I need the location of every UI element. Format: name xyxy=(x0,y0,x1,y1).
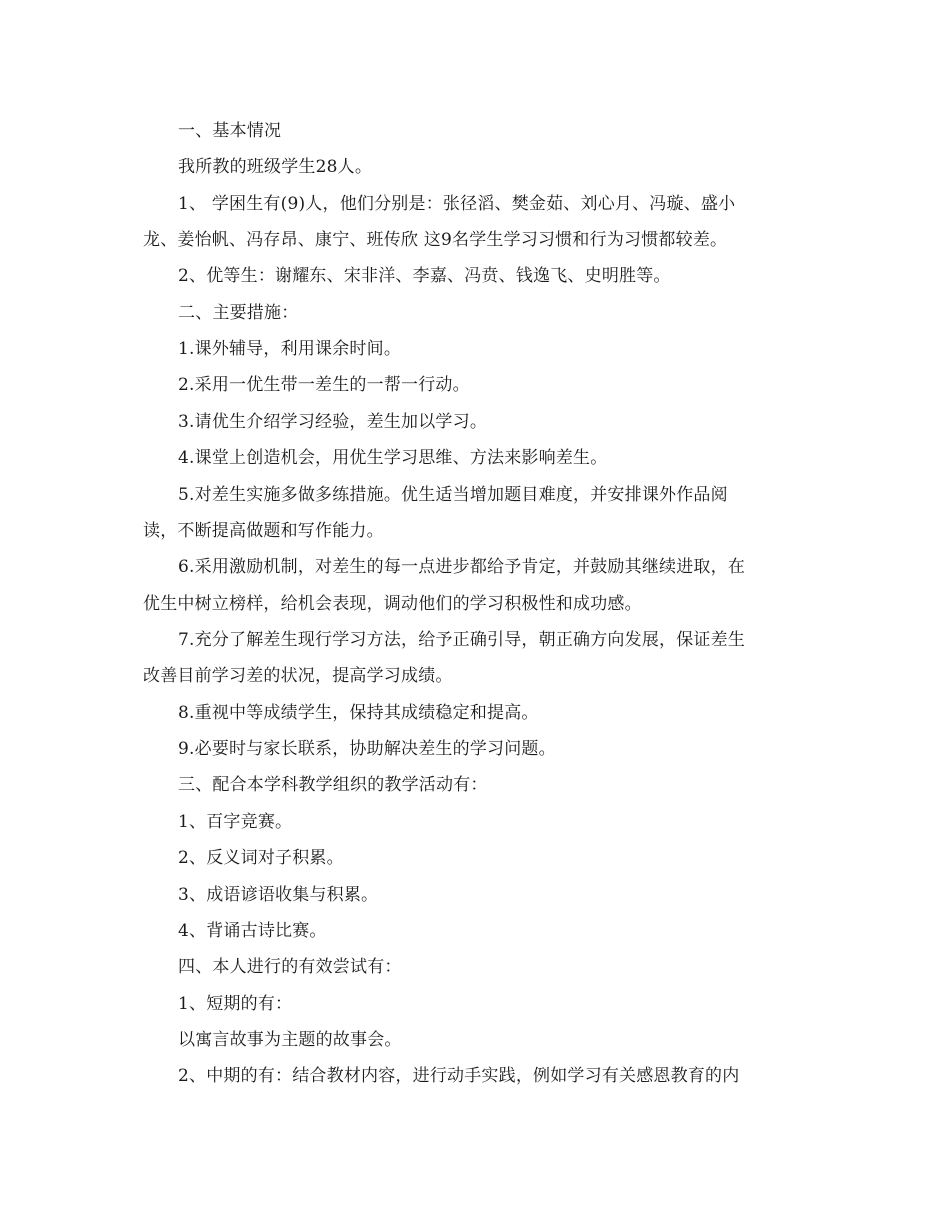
paragraph-class-size: 我所教的班级学生28人。 xyxy=(178,157,373,177)
attempt-short-term: 1、短期的有： xyxy=(178,994,293,1014)
heading-attempts: 四、本人进行的有效尝试有： xyxy=(178,957,402,977)
measure-2: 2.采用一优生带一差生的一帮一行动。 xyxy=(178,375,470,395)
measure-6: 6.采用激励机制，对差生的每一点进步都给予肯定，并鼓励其继续进取，在 xyxy=(178,557,746,577)
paragraph-struggling-students: 1、 学困生有(9)人，他们分别是：张径滔、樊金茹、刘心月、冯璇、盛小 xyxy=(178,194,736,214)
activity-3: 3、成语谚语收集与积累。 xyxy=(178,885,379,905)
heading-basic-situation: 一、基本情况 xyxy=(178,121,282,141)
measure-8: 8.重视中等成绩学生，保持其成绩稳定和提高。 xyxy=(178,703,539,723)
heading-activities: 三、配合本学科教学组织的教学活动有： xyxy=(178,775,488,795)
measure-1: 1.课外辅导，利用课余时间。 xyxy=(178,339,402,359)
heading-main-measures: 二、主要措施： xyxy=(178,303,299,323)
paragraph-struggling-students-cont: 龙、姜怡帆、冯存昂、康宁、班传欣 这9名学生学习习惯和行为习惯都较差。 xyxy=(143,230,728,250)
activity-2: 2、反义词对子积累。 xyxy=(178,848,344,868)
measure-7: 7.充分了解差生现行学习方法，给予正确引导，朝正确方向发展，保证差生 xyxy=(178,630,746,650)
attempt-mid-term: 2、中期的有：结合教材内容，进行动手实践，例如学习有关感恩教育的内 xyxy=(178,1066,740,1086)
measure-4: 4.课堂上创造机会，用优生学习思维、方法来影响差生。 xyxy=(178,448,608,468)
activity-1: 1、百字竞赛。 xyxy=(178,812,293,832)
attempt-short-term-detail: 以寓言故事为主题的故事会。 xyxy=(178,1030,402,1050)
activity-4: 4、背诵古诗比赛。 xyxy=(178,921,327,941)
measure-6-cont: 优生中树立榜样，给机会表现，调动他们的学习积极性和成功感。 xyxy=(143,594,642,614)
measure-3: 3.请优生介绍学习经验，差生加以学习。 xyxy=(178,412,488,432)
measure-5-cont: 读，不断提高做题和写作能力。 xyxy=(143,521,384,541)
paragraph-top-students: 2、优等生：谢耀东、宋非洋、李嘉、冯贲、钱逸飞、史明胜等。 xyxy=(178,266,671,286)
measure-7-cont: 改善目前学习差的状况，提高学习成绩。 xyxy=(143,666,453,686)
measure-5: 5.对差生实施多做多练措施。优生适当增加题目难度，并安排课外作品阅 xyxy=(178,485,728,505)
measure-9: 9.必要时与家长联系，协助解决差生的学习问题。 xyxy=(178,739,556,759)
